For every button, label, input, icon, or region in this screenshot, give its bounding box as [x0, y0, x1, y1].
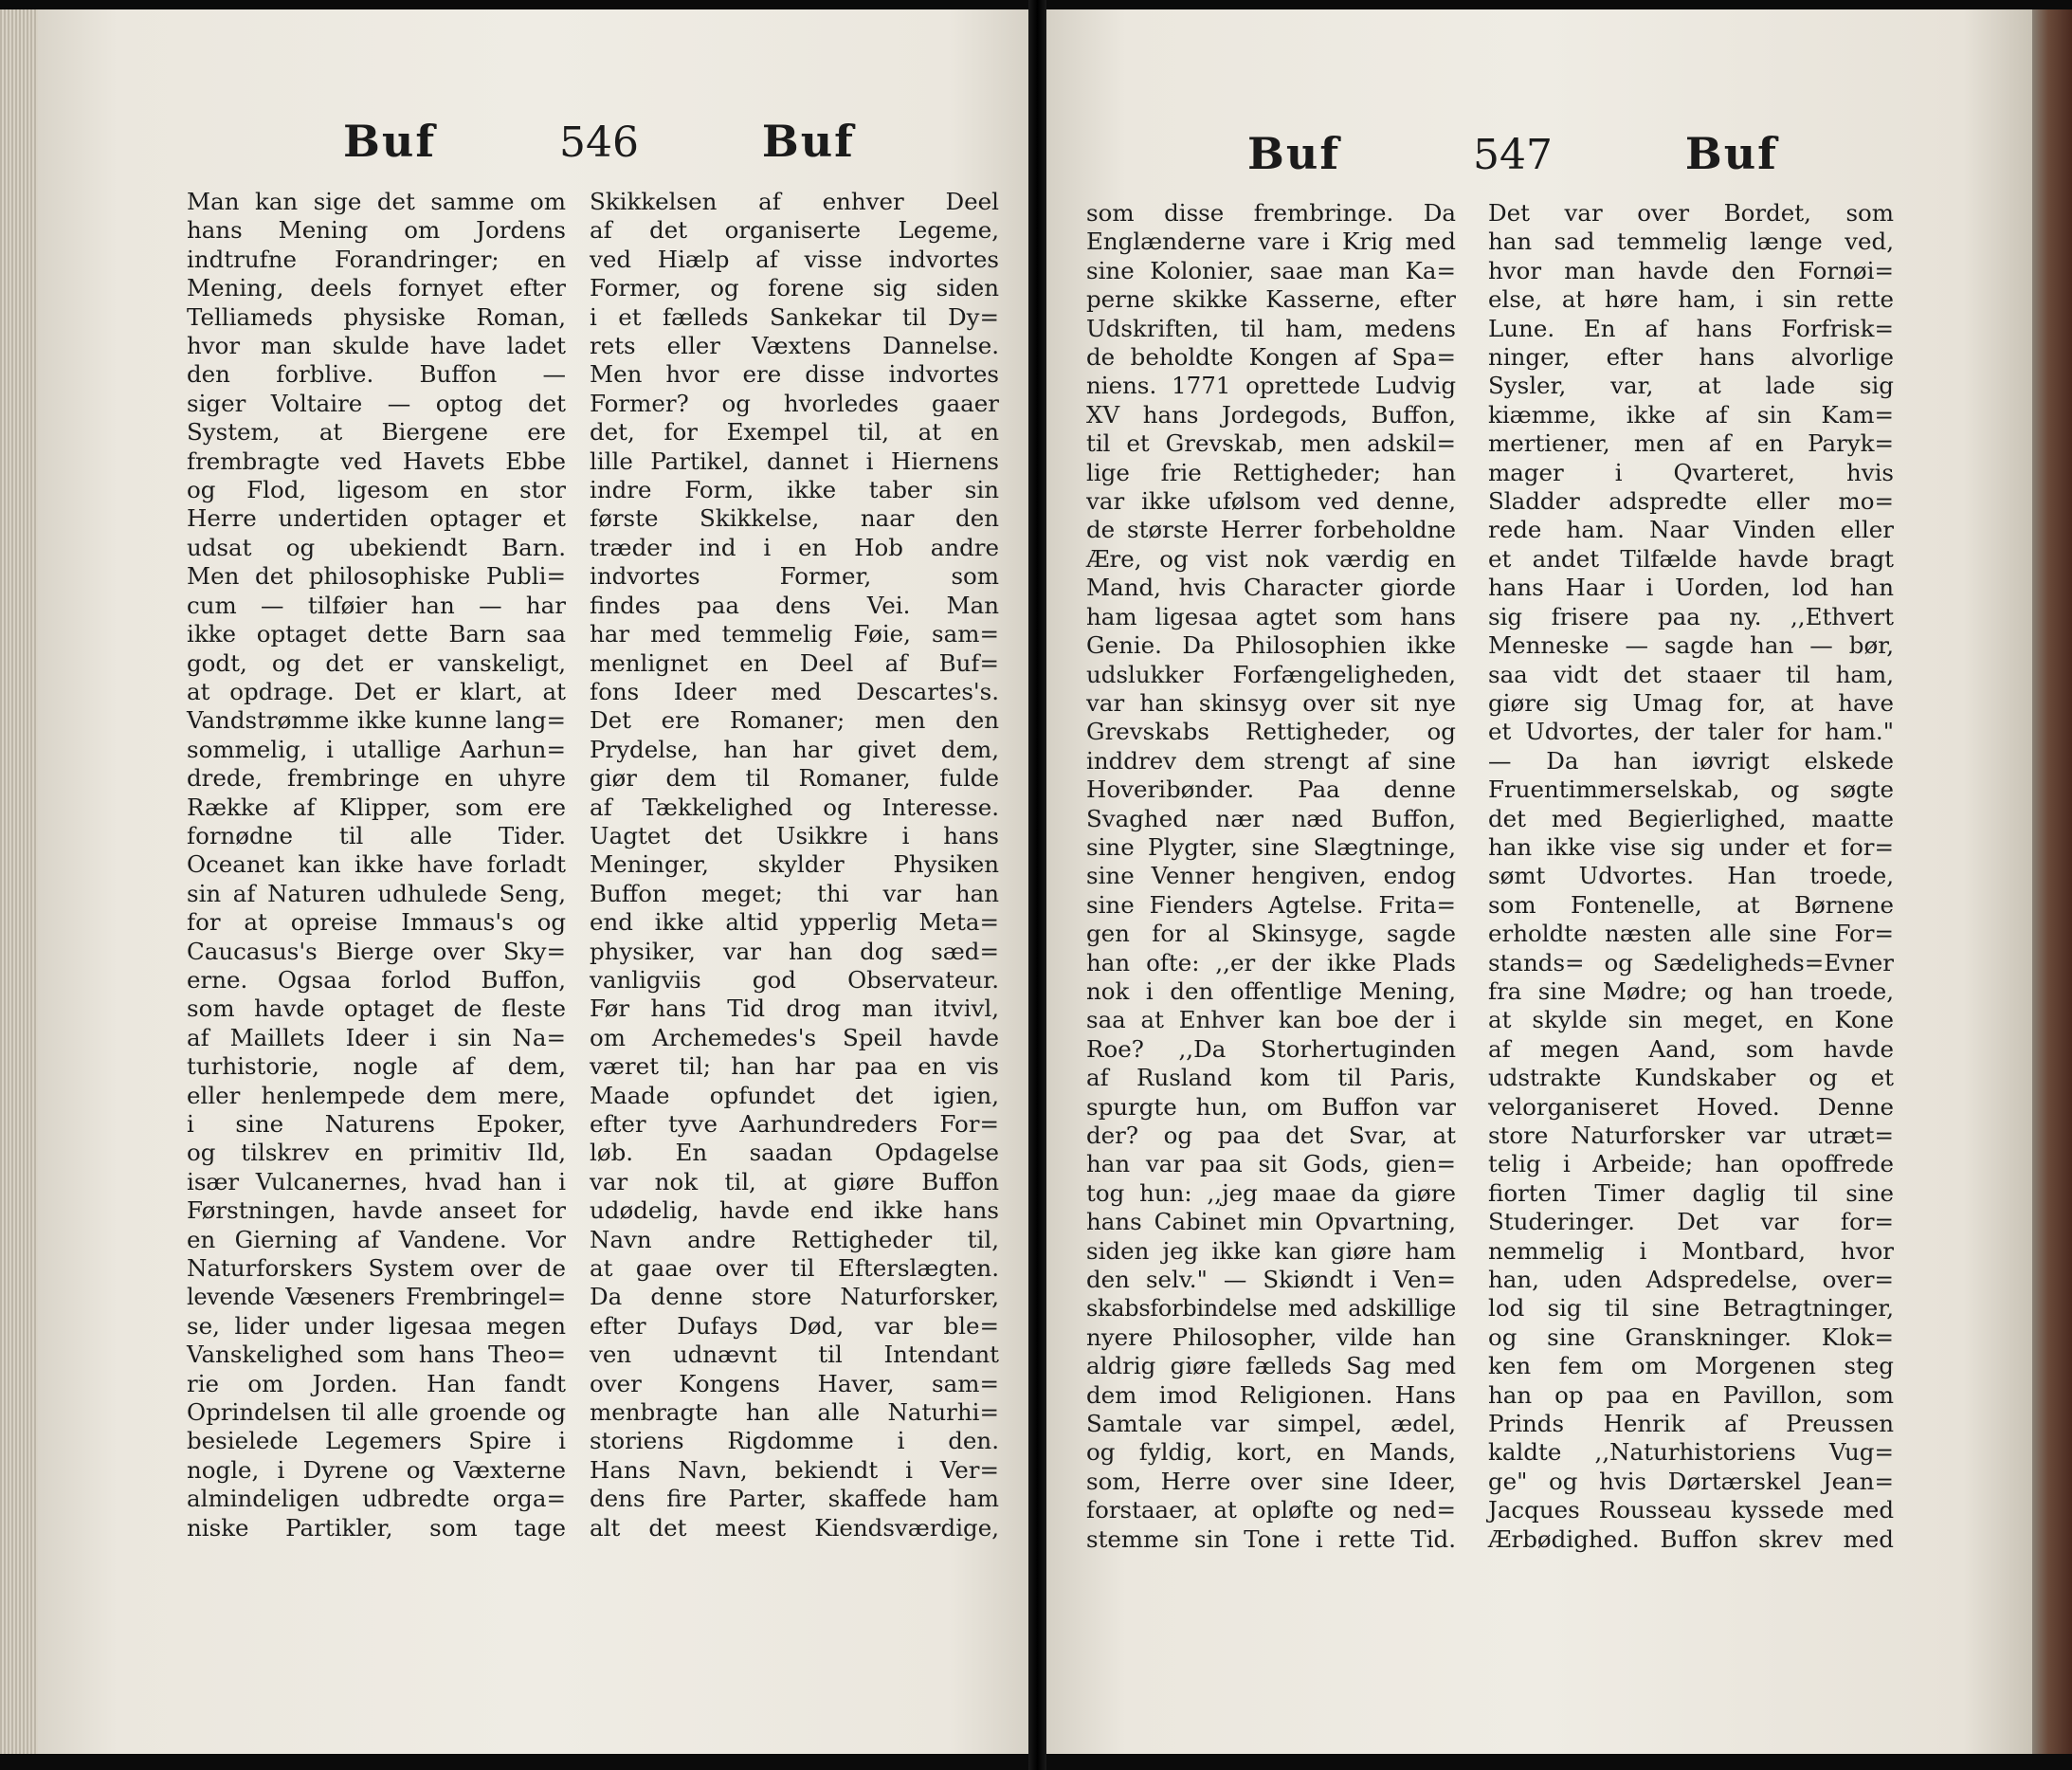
text-line: over Kongens Haver, sam= — [590, 1369, 999, 1397]
text-line: og fyldig, kort, en Mands, — [1086, 1438, 1456, 1467]
text-line: XV hans Jordegods, Buffon, — [1086, 400, 1456, 429]
text-line: Hans Navn, bekiendt i Ver= — [590, 1455, 999, 1484]
text-line: Før hans Tid drog man itvivl, — [590, 994, 999, 1023]
text-line: efter tyve Aarhundreders For= — [590, 1110, 999, 1138]
text-line: storiens Rigdomme i den. — [590, 1427, 999, 1455]
text-line: stands= og Sædeligheds=Evner — [1488, 948, 1894, 976]
text-line: ninger, efter hans alvorlige — [1488, 343, 1894, 372]
text-line: hans Cabinet min Opvartning, — [1086, 1208, 1456, 1236]
text-line: Fruentimmerselskab, og søgte — [1488, 776, 1894, 804]
text-line: rede ham. Naar Vinden eller — [1488, 516, 1894, 544]
left-page — [38, 9, 1028, 1754]
text-line: at gaae over til Efterslægten. — [590, 1254, 999, 1283]
text-line: rie om Jorden. Han fandt — [187, 1369, 566, 1397]
text-line: han ofte: ,,er der ikke Plads — [1086, 948, 1456, 976]
text-line: til et Grevskab, men adskil= — [1086, 429, 1456, 458]
text-line: Oprindelsen til alle groende og — [187, 1398, 566, 1427]
text-line: i et fælleds Sankekar til Dy= — [590, 302, 999, 331]
text-line: skabsforbindelse med adskillige — [1086, 1295, 1456, 1323]
text-line: inddrev dem strengt af sine — [1086, 746, 1456, 775]
text-line: udslukker Forfængeligheden, — [1086, 660, 1456, 688]
text-line: om Archemedes's Speil havde — [590, 1023, 999, 1051]
text-line: Række af Klipper, som ere — [187, 793, 566, 821]
text-line: som Fontenelle, at Børnene — [1488, 890, 1894, 919]
text-line: fra sine Mødre; og han troede, — [1488, 976, 1894, 1005]
text-line: nogle, i Dyrene og Væxterne — [187, 1455, 566, 1484]
text-line: ved Hiælp af visse indvortes — [590, 245, 999, 273]
text-line: Genie. Da Philosophien ikke — [1086, 631, 1456, 660]
text-line: Lune. En af hans Forfrisk= — [1488, 314, 1894, 342]
text-line: Jacques Rousseau kyssede med — [1488, 1496, 1894, 1524]
text-line: siger Voltaire — optog det — [187, 389, 566, 417]
text-line: Hoveribønder. Paa denne — [1086, 776, 1456, 804]
text-line: levende Væseners Frembringel= — [187, 1284, 566, 1311]
text-line: var ikke ufølsom ved denne, — [1086, 487, 1456, 516]
text-line: Sysler, var, at lade sig — [1488, 372, 1894, 400]
book-cover-edge-right — [2032, 9, 2072, 1754]
text-line: løb. En saadan Opdagelse — [590, 1139, 999, 1167]
text-line: sine Kolonier, saae man Ka= — [1086, 256, 1456, 284]
text-line: Førstningen, havde anseet for — [187, 1196, 566, 1225]
text-line: Mand, hvis Character giorde — [1086, 574, 1456, 602]
text-line: findes paa dens Vei. Man — [590, 591, 999, 619]
text-line: kaldte ,,Naturhistoriens Vug= — [1488, 1438, 1894, 1467]
text-line: Meninger, skylder Physiken — [590, 850, 999, 879]
text-line: rets eller Væxtens Dannelse. — [590, 332, 999, 360]
right-running-head — [1247, 128, 1778, 179]
text-line: saa at Enhver kan boe der i — [1086, 1006, 1456, 1034]
text-line: godt, og det er vanskeligt, — [187, 648, 566, 677]
left-running-head — [343, 116, 855, 167]
text-line: tog hun: ,,jeg maae da giøre — [1086, 1178, 1456, 1207]
text-line: else, at høre ham, i sin rette — [1488, 285, 1894, 314]
text-line: fons Ideer med Descartes's. — [590, 677, 999, 705]
text-line: været til; han har paa en vis — [590, 1052, 999, 1081]
text-line: det med Begierlighed, maatte — [1488, 804, 1894, 832]
text-line: Prydelse, han har givet dem, — [590, 735, 999, 763]
text-line: Telliameds physiske Roman, — [187, 302, 566, 331]
text-line: den selv." — Skiøndt i Ven= — [1086, 1266, 1456, 1294]
text-line: hans Haar i Uorden, lod han — [1488, 574, 1894, 602]
text-line: at skylde sin meget, en Kone — [1488, 1006, 1894, 1034]
text-line: System, at Biergene ere — [187, 418, 566, 447]
text-line: ge" og hvis Dørtærskel Jean= — [1488, 1467, 1894, 1495]
text-line: gen for al Skinsyge, sagde — [1086, 920, 1456, 948]
text-line: han, uden Adspredelse, over= — [1488, 1266, 1894, 1294]
text-line: sømt Udvortes. Han troede, — [1488, 862, 1894, 890]
text-line: — Da han iøvrigt elskede — [1488, 746, 1894, 775]
text-line: Prinds Henrik af Preussen — [1488, 1410, 1894, 1438]
text-line: store Naturforsker var utræt= — [1488, 1122, 1894, 1149]
text-line: hvor man skulde have ladet — [187, 332, 566, 360]
text-line: Mening, deels fornyet efter — [187, 274, 566, 302]
text-line: niske Partikler, som tage — [187, 1513, 566, 1542]
text-line: Samtale var simpel, ædel, — [1086, 1410, 1456, 1438]
text-line: af det organiserte Legeme, — [590, 216, 999, 245]
right-guide-word-first: Buf — [1247, 128, 1341, 179]
text-line: og tilskrev en primitiv Ild, — [187, 1139, 566, 1167]
text-line: hans Mening om Jordens — [187, 216, 566, 245]
text-line: ikke optaget dette Barn saa — [187, 620, 566, 648]
text-line: telig i Arbeide; han opoffrede — [1488, 1150, 1894, 1178]
text-line: Herre undertiden optager et — [187, 504, 566, 533]
text-line: Englænderne vare i Krig med — [1086, 228, 1456, 256]
text-line: lod sig til sine Betragtninger, — [1488, 1294, 1894, 1323]
text-line: Grevskabs Rettigheder, og — [1086, 718, 1456, 746]
left-page-column-1 — [187, 188, 566, 1542]
text-line: indtrufne Forandringer; en — [187, 245, 566, 273]
text-line: af Rusland kom til Paris, — [1086, 1064, 1456, 1092]
text-line: træder ind i en Hob andre — [590, 533, 999, 561]
text-line: udødelig, havde end ikke hans — [590, 1196, 999, 1225]
text-line: stemme sin Tone i rette Tid. — [1086, 1524, 1456, 1553]
text-line: et Udvortes, der taler for ham." — [1488, 718, 1894, 746]
text-line: sine Fienders Agtelse. Frita= — [1086, 890, 1456, 919]
text-line: alt det meest Kiendsværdige, — [590, 1513, 999, 1542]
text-line: mager i Qvarteret, hvis — [1488, 458, 1894, 486]
text-line: niens. 1771 oprettede Ludvig — [1086, 372, 1456, 400]
text-line: der? og paa det Svar, at — [1086, 1122, 1456, 1149]
text-line: se, lider under ligesaa megen — [187, 1311, 566, 1340]
text-line: dens fire Parter, skaffede ham — [590, 1485, 999, 1513]
text-line: og sine Granskninger. Klok= — [1488, 1323, 1894, 1351]
text-line: giøre sig Umag for, at have — [1488, 688, 1894, 717]
left-guide-word-last: Buf — [761, 116, 855, 167]
text-line: indvortes Former, som — [590, 562, 999, 591]
text-line: for at opreise Immaus's og — [187, 908, 566, 937]
text-line: saa vidt det staaer til ham, — [1488, 660, 1894, 688]
text-line: især Vulcanernes, hvad han i — [187, 1167, 566, 1195]
text-line: erne. Ogsaa forlod Buffon, — [187, 965, 566, 994]
text-line: giør dem til Romaner, fulde — [590, 764, 999, 793]
text-line: det, for Exempel til, at en — [590, 418, 999, 447]
text-line: hvor man havde den Fornøi= — [1488, 256, 1894, 284]
text-line: menlignet en Deel af Buf= — [590, 648, 999, 677]
text-line: af megen Aand, som havde — [1488, 1034, 1894, 1063]
text-line: kiæmme, ikke af sin Kam= — [1488, 400, 1894, 429]
text-line: Sladder adspredte eller mo= — [1488, 487, 1894, 516]
text-line: Svaghed nær næd Buffon, — [1086, 804, 1456, 832]
text-line: besielede Legemers Spire i — [187, 1427, 566, 1455]
text-line: Caucasus's Bierge over Sky= — [187, 937, 566, 965]
text-line: Men hvor ere disse indvortes — [590, 360, 999, 389]
text-line: Vanskelighed som hans Theo= — [187, 1341, 566, 1369]
text-line: ven udnævnt til Intendant — [590, 1341, 999, 1369]
right-guide-word-last: Buf — [1684, 128, 1778, 179]
text-line: Buffon meget; thi var han — [590, 879, 999, 907]
text-line: end ikke altid ypperlig Meta= — [590, 908, 999, 937]
text-line: Roe? ,,Da Storhertuginden — [1086, 1034, 1456, 1063]
text-line: ham ligesaa agtet som hans — [1086, 602, 1456, 630]
text-line: i sine Naturens Epoker, — [187, 1110, 566, 1138]
text-line: sin af Naturen udhulede Seng, — [187, 879, 566, 907]
text-line: som disse frembringe. Da — [1086, 199, 1456, 227]
text-line: Maade opfundet det igien, — [590, 1081, 999, 1109]
text-line: af Tækkelighed og Interesse. — [590, 793, 999, 821]
text-line: Navn andre Rettigheder til, — [590, 1225, 999, 1253]
text-line: Vandstrømme ikke kunne lang= — [187, 706, 566, 735]
text-line: almindeligen udbredte orga= — [187, 1485, 566, 1513]
text-line: han sad temmelig længe ved, — [1488, 228, 1894, 256]
text-line: han op paa en Pavillon, som — [1488, 1380, 1894, 1409]
text-line: sine Venner hengiven, endog — [1086, 862, 1456, 890]
left-page-number: 546 — [559, 119, 639, 167]
right-page-column-2 — [1488, 199, 1894, 1554]
text-line: Skikkelsen af enhver Deel — [590, 188, 999, 215]
text-line: Oceanet kan ikke have forladt — [187, 850, 566, 879]
right-page-number: 547 — [1473, 131, 1553, 179]
text-line: cum — tilføier han — har — [187, 591, 566, 619]
text-line: erholdte næsten alle sine For= — [1488, 920, 1894, 948]
right-page — [1046, 9, 2032, 1754]
text-line: Menneske — sagde han — bør, — [1488, 631, 1894, 660]
text-line: ken fem om Morgenen steg — [1488, 1352, 1894, 1380]
left-guide-word-first: Buf — [343, 116, 437, 167]
text-line: lille Partikel, dannet i Hiernens — [590, 447, 999, 475]
text-line: efter Dufays Død, var ble= — [590, 1311, 999, 1340]
text-line: dem imod Religionen. Hans — [1086, 1380, 1456, 1409]
text-line: udsat og ubekiendt Barn. — [187, 533, 566, 561]
text-line: sine Plygter, sine Slægtninge, — [1086, 832, 1456, 861]
text-line: som, Herre over sine Ideer, — [1086, 1467, 1456, 1495]
text-line: Det var over Bordet, som — [1488, 199, 1894, 227]
text-line: nemmelig i Montbard, hvor — [1488, 1236, 1894, 1265]
text-line: han var paa sit Gods, gien= — [1086, 1150, 1456, 1178]
text-line: Naturforskers System over de — [187, 1254, 566, 1283]
text-line: Ærbødighed. Buffon skrev med — [1488, 1524, 1894, 1553]
text-line: aldrig giøre fælleds Sag med — [1086, 1352, 1456, 1380]
text-line: at opdrage. Det er klart, at — [187, 677, 566, 705]
text-line: mertiener, men af en Paryk= — [1488, 429, 1894, 458]
text-line: fiorten Timer daglig til sine — [1488, 1178, 1894, 1207]
text-line: vanligviis god Observateur. — [590, 965, 999, 994]
text-line: lige frie Rettigheder; han — [1086, 458, 1456, 486]
text-line: Ære, og vist nok værdig en — [1086, 544, 1456, 573]
text-line: de beholdte Kongen af Spa= — [1086, 343, 1456, 372]
text-line: Former, og forene sig siden — [590, 274, 999, 302]
text-line: velorganiseret Hoved. Denne — [1488, 1092, 1894, 1121]
text-line: Studeringer. Det var for= — [1488, 1208, 1894, 1236]
text-line: nok i den offentlige Mening, — [1086, 976, 1456, 1005]
text-line: et andet Tilfælde havde bragt — [1488, 544, 1894, 573]
text-line: har med temmelig Føie, sam= — [590, 620, 999, 648]
text-line: den forblive. Buffon — — [187, 360, 566, 389]
text-line: Former? og hvorledes gaaer — [590, 389, 999, 417]
text-line: frembragte ved Havets Ebbe — [187, 447, 566, 475]
text-line: forstaaer, at opløfte og ned= — [1086, 1496, 1456, 1524]
text-line: var nok til, at giøre Buffon — [590, 1167, 999, 1195]
text-line: var han skinsyg over sit nye — [1086, 688, 1456, 717]
text-line: af Maillets Ideer i sin Na= — [187, 1023, 566, 1051]
right-page-column-1 — [1086, 199, 1456, 1554]
page-edges-left — [0, 9, 38, 1754]
text-line: perne skikke Kasserne, efter — [1086, 285, 1456, 314]
text-line: Men det philosophiske Publi= — [187, 562, 566, 591]
text-line: Uagtet det Usikkre i hans — [590, 821, 999, 849]
text-line: spurgte hun, om Buffon var — [1086, 1092, 1456, 1121]
book-gutter — [1028, 0, 1046, 1770]
text-line: Det ere Romaner; men den — [590, 706, 999, 735]
left-page-column-2 — [590, 188, 999, 1542]
text-line: og Flod, ligesom en stor — [187, 476, 566, 504]
text-line: indre Form, ikke taber sin — [590, 476, 999, 504]
text-line: Udskriften, til ham, medens — [1086, 314, 1456, 342]
text-line: de største Herrer forbeholdne — [1086, 516, 1456, 544]
text-line: første Skikkelse, naar den — [590, 504, 999, 533]
text-line: en Gierning af Vandene. Vor — [187, 1225, 566, 1253]
text-line: udstrakte Kundskaber og et — [1488, 1064, 1894, 1092]
text-line: physiker, var han dog sæd= — [590, 937, 999, 965]
text-line: Da denne store Naturforsker, — [590, 1283, 999, 1311]
text-line: han ikke vise sig under et for= — [1488, 832, 1894, 861]
text-line: fornødne til alle Tider. — [187, 821, 566, 849]
text-line: turhistorie, nogle af dem, — [187, 1052, 566, 1081]
text-line: eller henlempede dem mere, — [187, 1081, 566, 1109]
text-line: sommelig, i utallige Aarhun= — [187, 735, 566, 763]
text-line: som havde optaget de fleste — [187, 994, 566, 1023]
text-line: nyere Philosopher, vilde han — [1086, 1323, 1456, 1351]
text-line: menbragte han alle Naturhi= — [590, 1398, 999, 1427]
text-line: Man kan sige det samme om — [187, 188, 566, 215]
text-line: sig frisere paa ny. ,,Ethvert — [1488, 602, 1894, 630]
text-line: siden jeg ikke kan giøre ham — [1086, 1236, 1456, 1265]
text-line: drede, frembringe en uhyre — [187, 764, 566, 793]
